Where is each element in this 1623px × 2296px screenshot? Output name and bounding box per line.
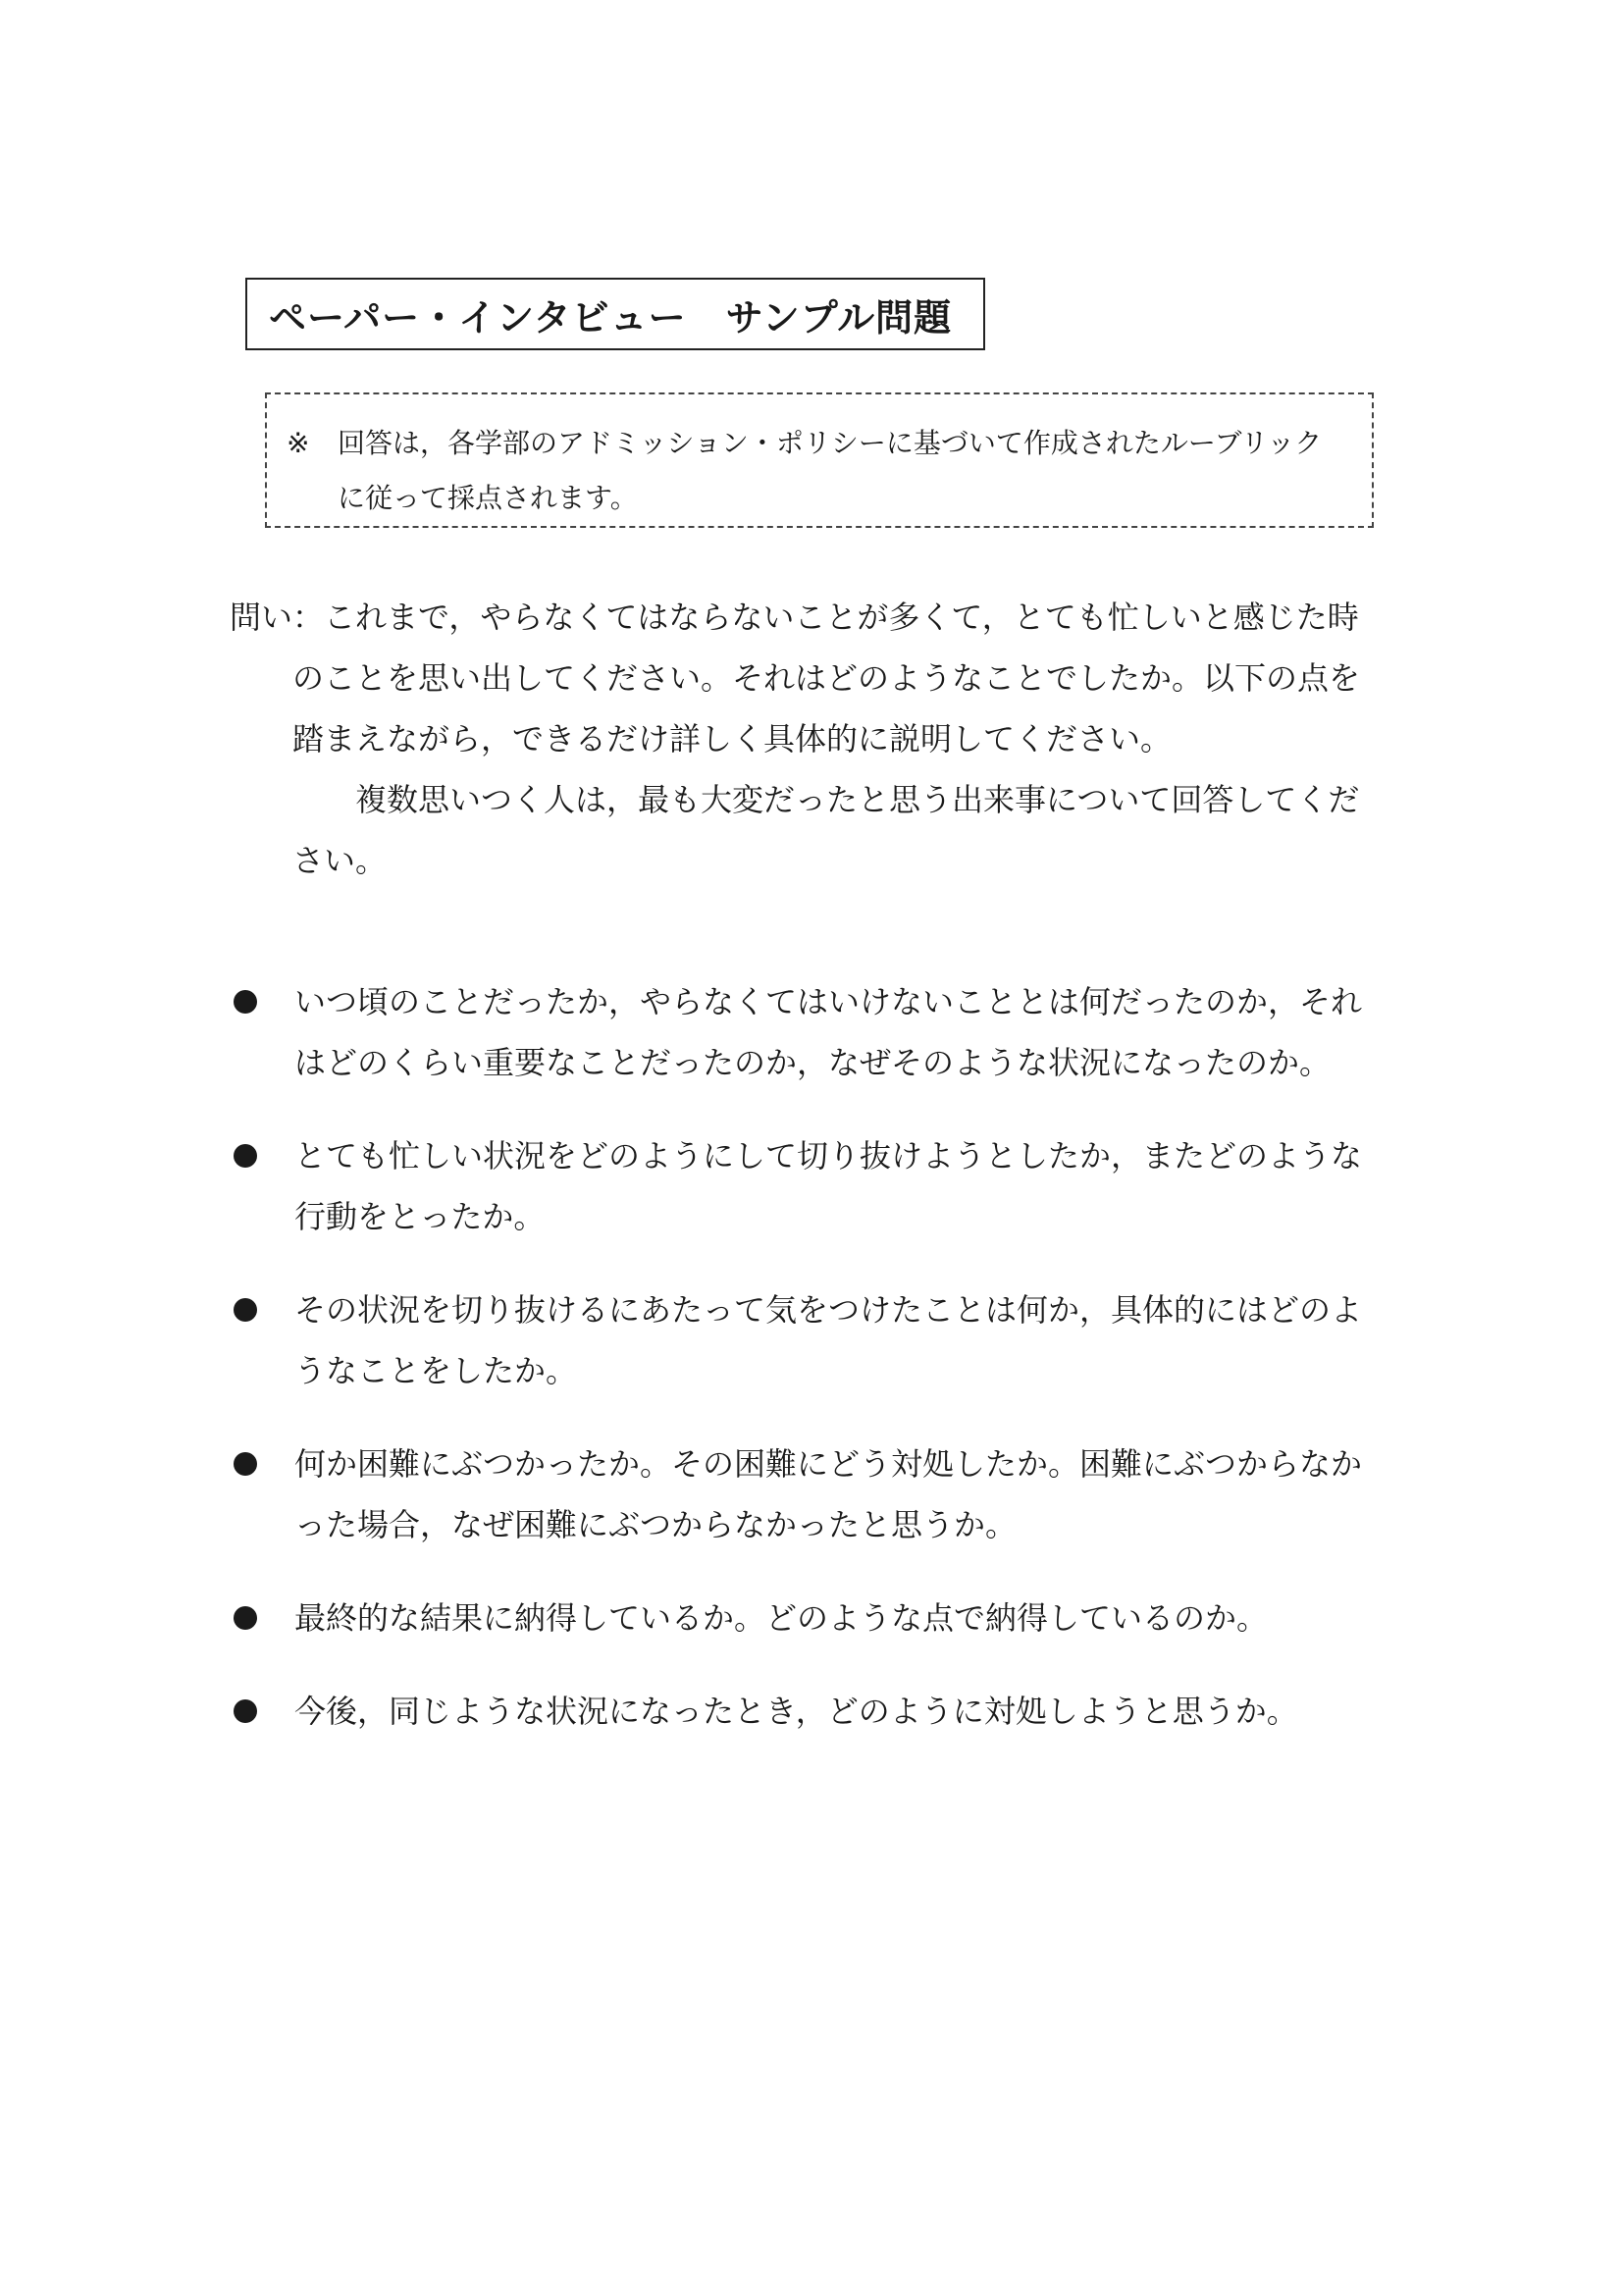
- list-item: [232, 1279, 1409, 1401]
- grading-note: [265, 392, 1374, 528]
- bullet-dot-icon: [234, 1144, 257, 1168]
- note-text-2: に従って採点されます。: [338, 482, 638, 514]
- reference-mark: ※: [287, 427, 310, 459]
- note-text-1: 回答は，各学部のアドミッション・ポリシーに基づいて作成されたルーブリック: [338, 427, 1323, 459]
- question-line-5: さい。: [292, 842, 388, 879]
- list-item-line-2: はどのくらい重要なことだったのか，なぜそのような状況になったのか。: [294, 1044, 1332, 1081]
- title-part1: ペーパー・インタビュー: [269, 295, 687, 339]
- list-item-line-1: 何か困難にぶつかったか。その困難にどう対処したか。困難にぶつからなか: [294, 1445, 1363, 1483]
- list-item-line-2: うなことをしたか。: [294, 1352, 578, 1389]
- title-part2: サンプル問題: [725, 295, 953, 339]
- question-line-2: のことを思い出してください。それはどのようなことでしたか。以下の点を: [292, 659, 1361, 697]
- list-item-line-1: 今後，同じような状況になったとき，どのように対処しようと思うか。: [294, 1693, 1298, 1730]
- list-item: [232, 1681, 1409, 1742]
- list-item-line-2: 行動をとったか。: [294, 1198, 546, 1235]
- note-line-1: [287, 416, 1352, 471]
- list-item: [232, 1588, 1409, 1648]
- question-block: [230, 587, 1407, 891]
- points-list: [232, 971, 1409, 1774]
- list-item-line-1: とても忙しい状況をどのようにして切り抜けようとしたか，またどのような: [294, 1137, 1363, 1174]
- bullet-dot-icon: [234, 1699, 257, 1723]
- list-item-line-1: その状況を切り抜けるにあたって気をつけたことは何か，具体的にはどのよ: [294, 1291, 1363, 1329]
- list-item-line-1: いつ頃のことだったか，やらなくてはいけないこととは何だったのか，それ: [294, 983, 1363, 1020]
- list-item-line-2: った場合，なぜ困難にぶつからなかったと思うか。: [294, 1506, 1018, 1543]
- list-item-line-1: 最終的な結果に納得しているか。どのような点で納得しているのか。: [294, 1599, 1269, 1637]
- list-item: [232, 1434, 1409, 1555]
- bullet-dot-icon: [234, 1606, 257, 1630]
- list-item: [232, 971, 1409, 1093]
- bullet-dot-icon: [234, 990, 257, 1014]
- page-title: [245, 278, 985, 350]
- bullet-dot-icon: [234, 1452, 257, 1476]
- question-line-1: 問い：これまで，やらなくてはならないことが多くて，とても忙しいと感じた時: [230, 599, 1359, 636]
- question-line-3: 踏まえながら，できるだけ詳しく具体的に説明してください。: [292, 720, 1173, 757]
- bullet-dot-icon: [234, 1298, 257, 1322]
- list-item: [232, 1125, 1409, 1247]
- question-line-4: 複数思いつく人は，最も大変だったと思う出来事について回答してくだ: [355, 781, 1360, 818]
